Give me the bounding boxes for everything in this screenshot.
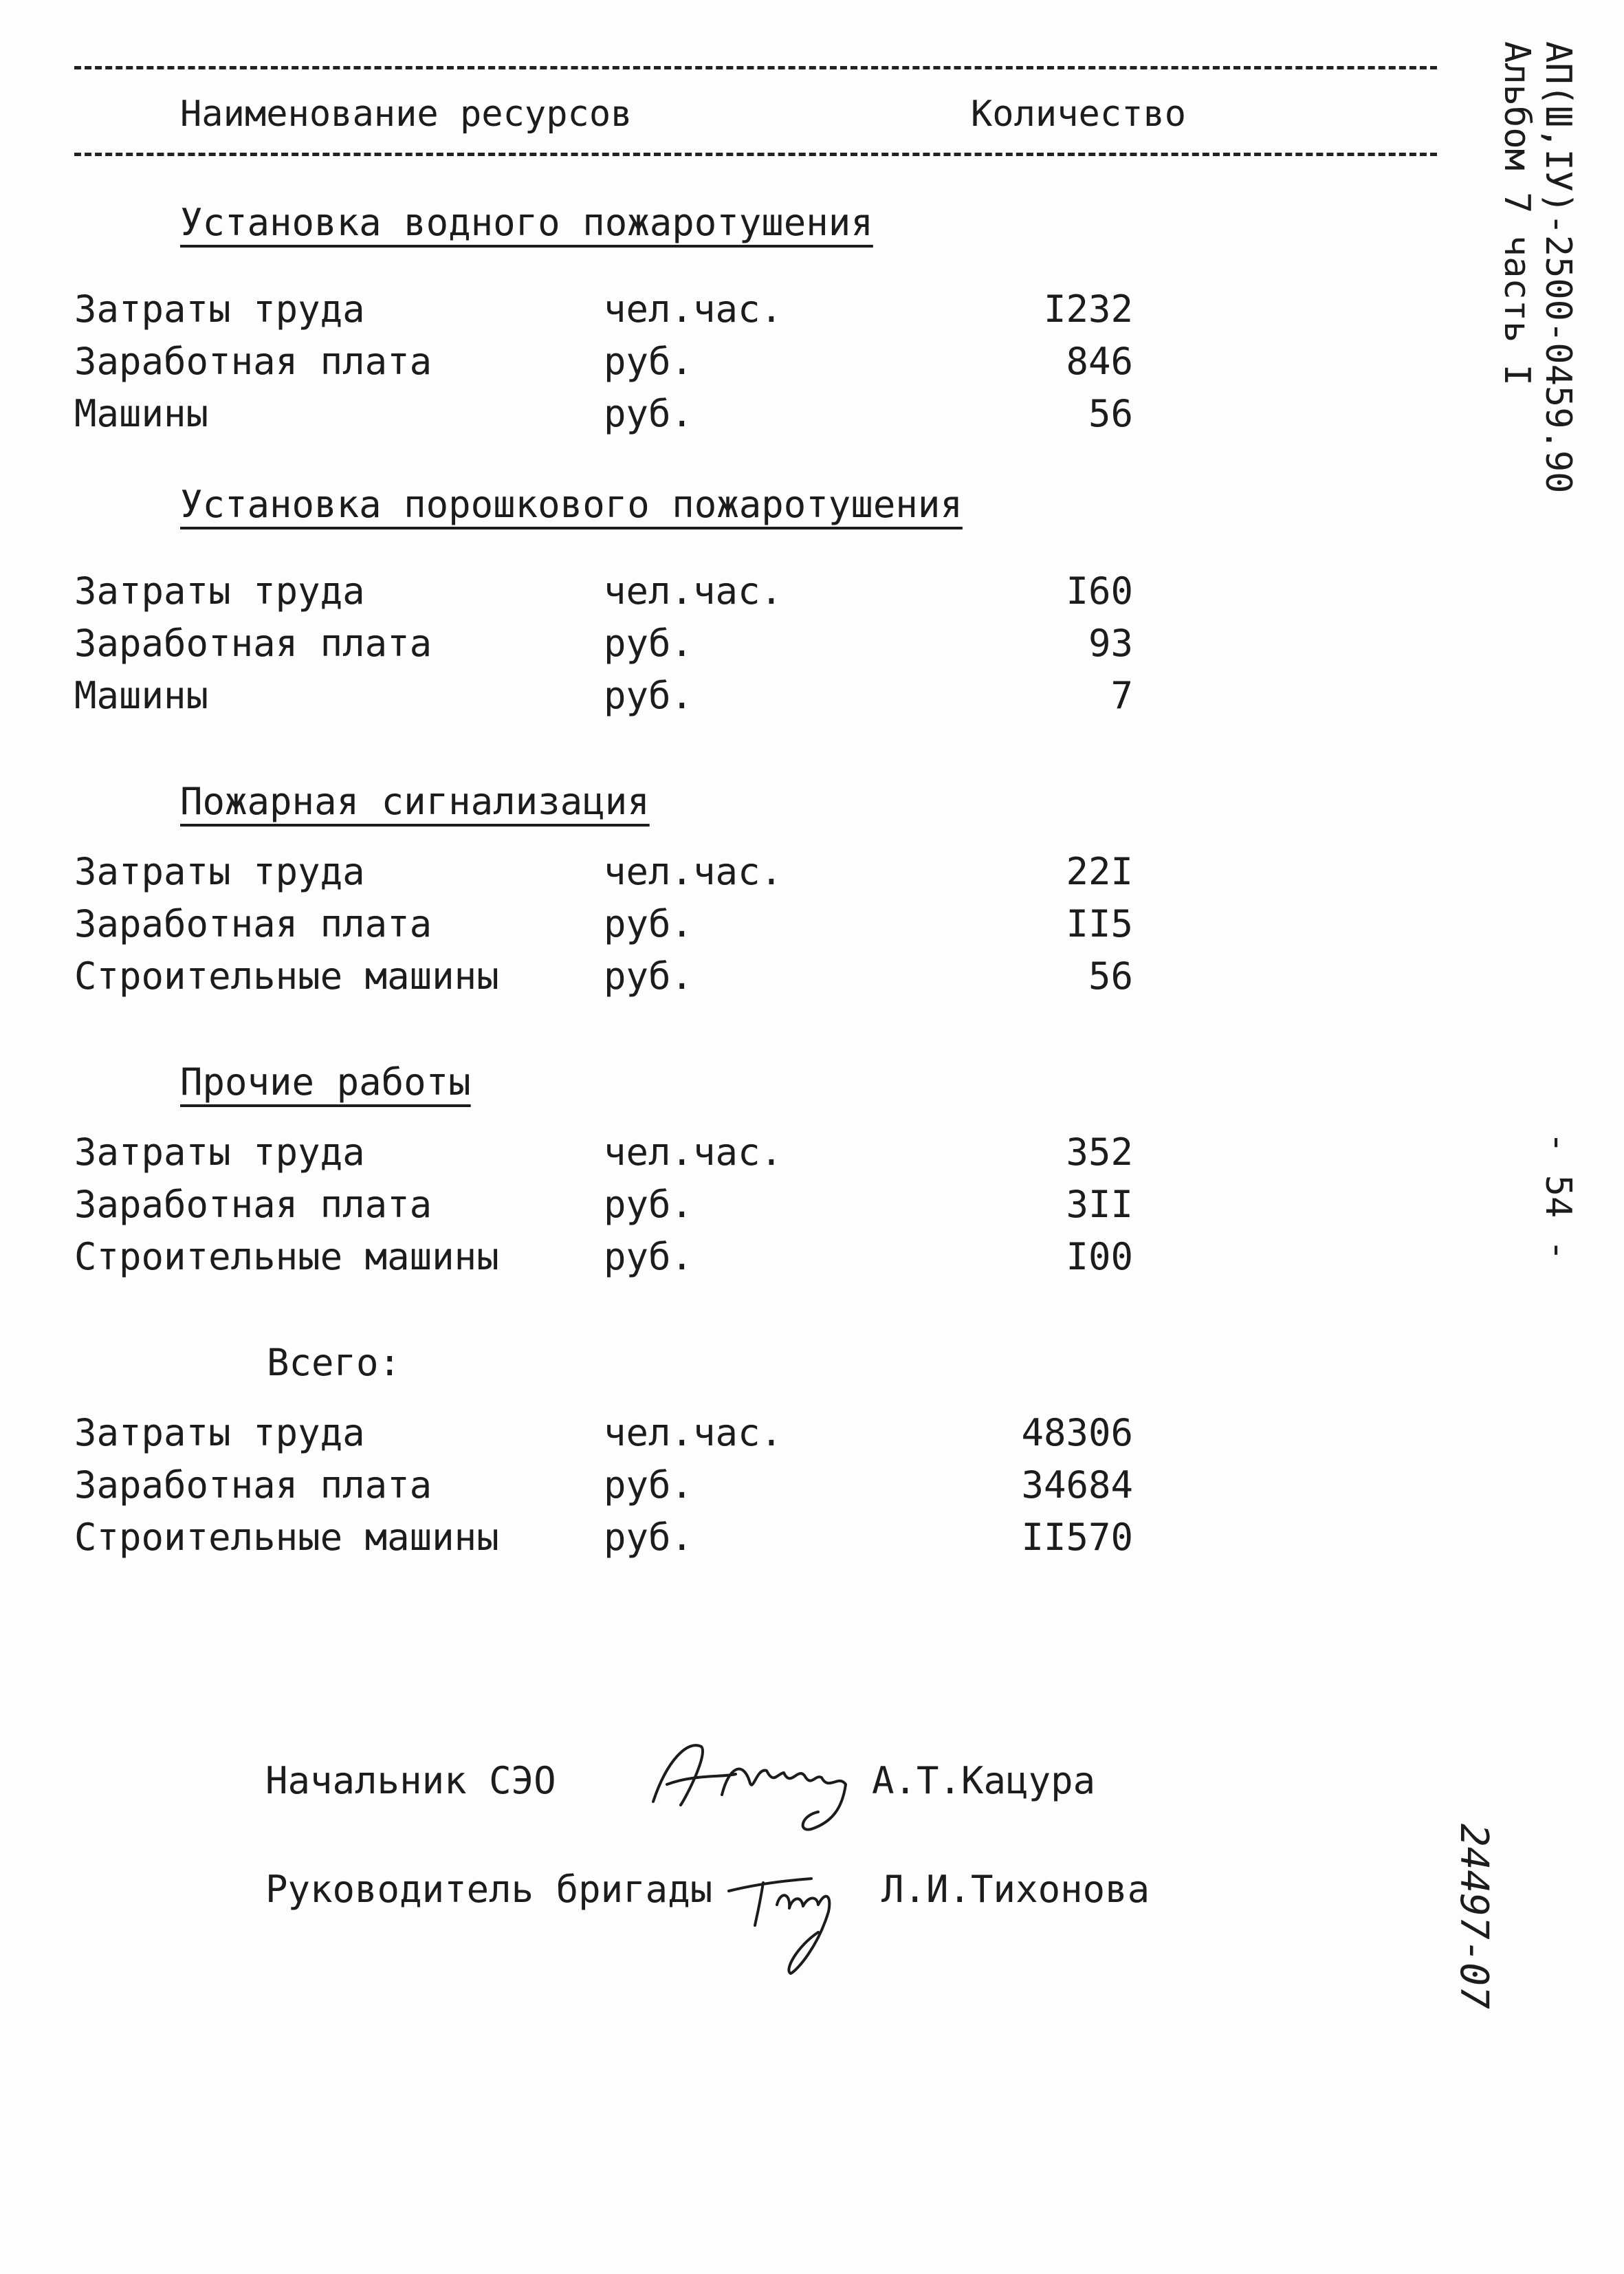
document-code: АП(Ш,IУ)-2500-0459.90 <box>1537 41 1579 494</box>
table-row <box>74 1183 1133 1235</box>
resource-unit: руб. <box>604 674 694 717</box>
table-row <box>74 287 1133 340</box>
resource-name: Строительные машины <box>74 1235 499 1278</box>
resource-value: I60 <box>1066 569 1133 613</box>
resource-name: Заработная плата <box>74 902 432 945</box>
table-row <box>74 1130 1133 1183</box>
album-part: Альбом 7 часть I <box>1496 41 1537 386</box>
section-title-water-fire-suppression: Установка водного пожаротушения <box>180 201 873 244</box>
leader-signature <box>715 1843 873 1980</box>
table-row <box>74 1235 1133 1287</box>
chief-position: Начальник СЭО <box>265 1759 556 1802</box>
resource-unit: руб. <box>604 1516 694 1559</box>
chief-name: А.Т.Кацура <box>872 1759 1096 1802</box>
resource-name: Затраты труда <box>74 569 365 613</box>
resource-name: Затраты труда <box>74 1130 365 1174</box>
total-row <box>74 1411 1133 1463</box>
resource-unit: руб. <box>604 1235 694 1278</box>
chief-signature <box>639 1719 887 1843</box>
column-header-quantity: Количество <box>971 94 1187 135</box>
header-top-rule <box>74 66 1437 69</box>
resource-value: 56 <box>1088 954 1133 998</box>
table-row <box>74 569 1133 622</box>
resource-unit: руб. <box>604 622 694 665</box>
header-bottom-rule <box>74 153 1437 156</box>
resource-unit: чел.час. <box>604 850 783 893</box>
resource-unit: чел.час. <box>604 1130 783 1174</box>
resource-name: Заработная плата <box>74 622 432 665</box>
resource-unit: руб. <box>604 954 694 998</box>
resource-name: Заработная плата <box>74 340 432 383</box>
resource-unit: чел.час. <box>604 1411 783 1454</box>
section-title-powder-fire-suppression: Установка порошкового пожаротушения <box>180 483 963 526</box>
table-row <box>74 392 1133 444</box>
resource-value: 3II <box>1066 1183 1133 1226</box>
resource-unit: руб. <box>604 392 694 435</box>
resource-value: 56 <box>1088 392 1133 435</box>
table-row <box>74 622 1133 674</box>
total-title: Всего: <box>267 1341 402 1384</box>
column-header-resource: Наименование ресурсов <box>180 94 633 135</box>
resource-name: Машины <box>74 392 209 435</box>
total-row <box>74 1516 1133 1568</box>
resource-value: 48306 <box>1021 1411 1133 1454</box>
page-number: - 54 - <box>1537 1132 1579 1261</box>
resource-unit: чел.час. <box>604 569 783 613</box>
leader-name: Л.И.Тихонова <box>881 1868 1150 1911</box>
resource-name: Строительные машины <box>74 1516 499 1559</box>
resource-value: I232 <box>1043 287 1133 331</box>
resource-value: 34684 <box>1021 1463 1133 1507</box>
resource-unit: чел.час. <box>604 287 783 331</box>
resource-value: 352 <box>1066 1130 1133 1174</box>
leader-position: Руководитель бригады <box>265 1868 713 1911</box>
resource-name: Заработная плата <box>74 1183 432 1226</box>
resource-value: 7 <box>1110 674 1133 717</box>
resource-value: 22I <box>1066 850 1133 893</box>
resource-name: Машины <box>74 674 209 717</box>
total-row <box>74 1463 1133 1516</box>
inventory-number: 24497-07 <box>1451 1824 1496 2009</box>
table-row <box>74 850 1133 902</box>
resource-unit: руб. <box>604 1463 694 1507</box>
table-row <box>74 340 1133 392</box>
section-title-fire-alarm: Пожарная сигнализация <box>180 780 650 823</box>
resource-value: II570 <box>1021 1516 1133 1559</box>
resource-unit: руб. <box>604 340 694 383</box>
resource-name: Строительные машины <box>74 954 499 998</box>
resource-name: Заработная плата <box>74 1463 432 1507</box>
table-row <box>74 902 1133 954</box>
resource-value: 93 <box>1088 622 1133 665</box>
resource-name: Затраты труда <box>74 1411 365 1454</box>
resource-value: 846 <box>1066 340 1133 383</box>
resource-unit: руб. <box>604 902 694 945</box>
table-row <box>74 674 1133 726</box>
resource-value: I00 <box>1066 1235 1133 1278</box>
section-title-other-works: Прочие работы <box>180 1060 471 1104</box>
resource-value: II5 <box>1066 902 1133 945</box>
table-row <box>74 954 1133 1007</box>
resource-name: Затраты труда <box>74 287 365 331</box>
resource-name: Затраты труда <box>74 850 365 893</box>
resource-unit: руб. <box>604 1183 694 1226</box>
